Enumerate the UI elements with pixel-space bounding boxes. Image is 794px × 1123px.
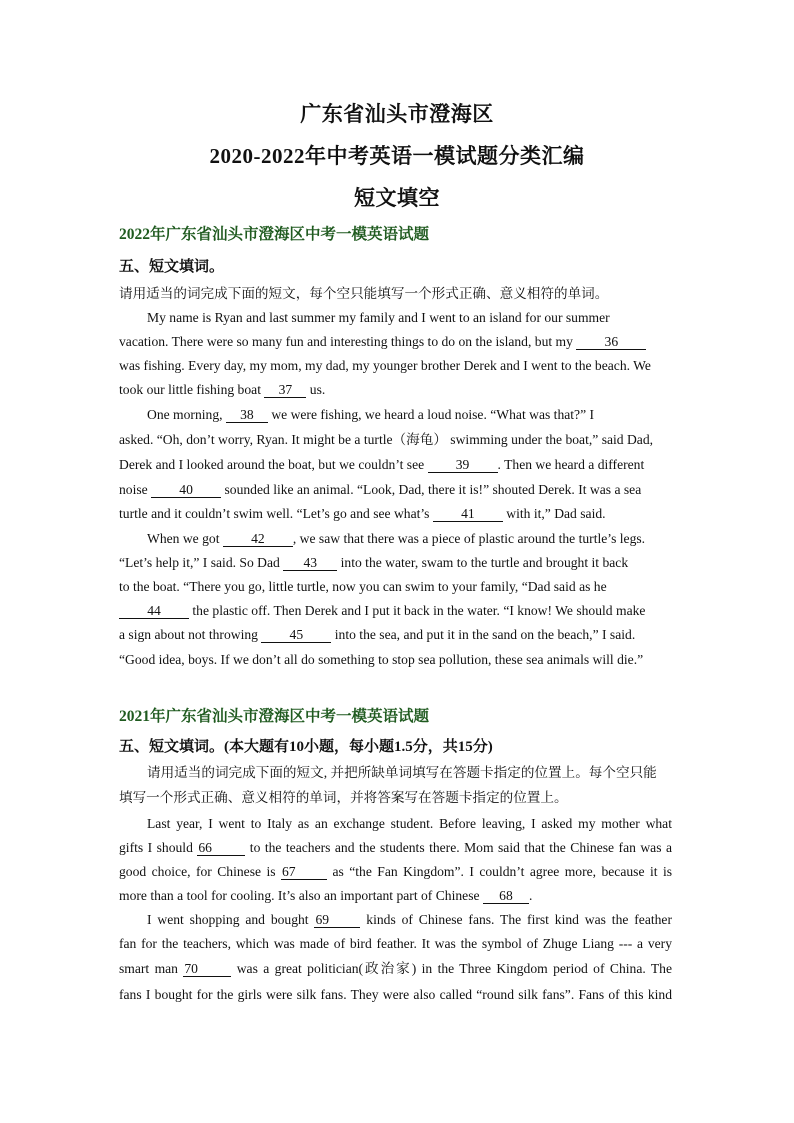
line-text: . — [528, 888, 533, 903]
passage-line — [119, 960, 672, 978]
line-text: smart man — [119, 961, 184, 976]
blank-70: 70 — [183, 962, 231, 977]
instruction-2022: 请用适当的词完成下面的短文，每个空只能填写一个形式正确、意义相符的单词。 — [119, 286, 609, 301]
passage-line — [119, 935, 672, 953]
passage-line — [147, 406, 594, 424]
line-text: asked. “Oh, don’t worry, Ryan. It might be a turtle（海龟） swimming under the boat,” said Dad, — [119, 432, 654, 447]
line-text: to the boat. “There you go, little turtle, now you can swim to your family, “Dad said as he — [119, 579, 607, 594]
line-text: took our little fishing boat — [119, 382, 265, 397]
blank-40: 40 — [151, 483, 221, 498]
passage-line — [119, 863, 672, 881]
line-text: Derek and I looked around the boat, but we couldn’t see — [119, 457, 428, 472]
line-text: with it,” Dad said. — [502, 506, 606, 521]
blank-68: 68 — [483, 889, 529, 904]
line-text: kinds of Chinese fans. The first kind was the feather — [360, 912, 672, 927]
line-text: good choice, for Chinese is — [119, 864, 281, 879]
passage-line — [119, 431, 653, 449]
blank-69: 69 — [314, 913, 360, 928]
line-text: Last year, I went to Italy as an exchange student. Before leaving, I asked my mother what — [147, 816, 672, 831]
line-text: noise — [119, 482, 152, 497]
line-text: as “the Fan Kingdom”. I couldn’t agree more, because it is — [327, 864, 673, 879]
passage-line — [119, 602, 645, 620]
passage-line — [119, 887, 532, 905]
line-text: the plastic off. Then Derek and I put it back in the water. “I know! We should make — [189, 603, 646, 618]
line-text: “Let’s help it,” I said. So Dad — [119, 555, 284, 570]
line-text: turtle and it couldn’t swim well. “Let’s go and see what’s — [119, 506, 433, 521]
passage-line — [119, 986, 672, 1004]
blank-66: 66 — [197, 841, 245, 856]
blank-36: 36 — [576, 335, 646, 350]
passage-line — [147, 309, 610, 327]
passage-line — [119, 554, 628, 572]
instruction-2021-line1: 请用适当的词完成下面的短文, 并把所缺单词填写在答题卡指定的位置上。每个空只能 — [147, 765, 657, 780]
line-text: I went shopping and bought — [147, 912, 315, 927]
line-text: to the teachers and the students there. Mom said that the Chinese fan was a — [245, 840, 672, 855]
passage-line — [119, 357, 651, 375]
instruction-2021-line2: 填写一个形式正确、意义相符的单词，并将答案写在答题卡指定的位置上。 — [119, 790, 568, 805]
blank-45: 45 — [261, 628, 331, 643]
line-text: gifts I should — [119, 840, 198, 855]
section-heading-2021: 2021年广东省汕头市澄海区中考一模英语试题 — [119, 708, 430, 725]
line-text: into the sea, and put it in the sand on the beach,” I said. — [331, 627, 636, 642]
line-text: One morning, — [147, 407, 226, 422]
passage-line — [119, 578, 607, 596]
passage-line — [147, 815, 672, 833]
passage-line — [147, 911, 672, 929]
blank-43: 43 — [283, 556, 337, 571]
blank-44: 44 — [119, 604, 189, 619]
blank-38: 38 — [226, 408, 268, 423]
doc-title-main: 2020-2022年中考英语一模试题分类汇编 — [209, 144, 585, 168]
blank-37: 37 — [264, 383, 306, 398]
passage-line — [147, 530, 645, 548]
passage-line — [119, 381, 325, 399]
passage-line — [119, 333, 646, 351]
line-text: was fishing. Every day, my mom, my dad, my younger brother Derek and I went to the beach. We — [119, 358, 651, 373]
line-text: we were fishing, we heard a loud noise. “What was that?” I — [267, 407, 595, 422]
question-heading-2021: 五、短文填词。(本大题有10小题，每小题1.5分，共15分) — [119, 739, 493, 755]
blank-67: 67 — [281, 865, 327, 880]
line-text: fans I bought for the girls were silk fans. They were also called “round silk fans”. Fans of this kind — [119, 987, 672, 1002]
line-text: fan for the teachers, which was made of bird feather. It was the symbol of Zhuge Liang --- a very — [119, 936, 672, 951]
line-text: sounded like an animal. “Look, Dad, there it is!” shouted Derek. It was a sea — [221, 482, 642, 497]
passage-line — [119, 481, 641, 499]
passage-line — [119, 505, 606, 523]
line-text: a sign about not throwing — [119, 627, 262, 642]
line-text: vacation. There were so many fun and interesting things to do on the island, but my — [119, 334, 577, 349]
section-heading-2022: 2022年广东省汕头市澄海区中考一模英语试题 — [119, 226, 430, 243]
line-text: into the water, swam to the turtle and brought it back — [337, 555, 629, 570]
blank-41: 41 — [433, 507, 503, 522]
passage-line — [119, 651, 643, 669]
blank-39: 39 — [428, 458, 498, 473]
line-text: was a great politician(政治家) in the Three Kingdom period of China. The — [231, 961, 673, 976]
passage-line — [119, 626, 635, 644]
line-text: . Then we heard a different — [497, 457, 645, 472]
line-text: , we saw that there was a piece of plastic around the turtle’s legs. — [292, 531, 646, 546]
doc-title-topic: 短文填空 — [354, 186, 440, 210]
passage-line — [119, 456, 644, 474]
line-text: My name is Ryan and last summer my family and I went to an island for our summer — [147, 310, 610, 325]
line-text: When we got — [147, 531, 223, 546]
line-text: “Good idea, boys. If we don’t all do something to stop sea pollution, these sea animals will die.” — [119, 652, 644, 667]
passage-line — [119, 839, 672, 857]
question-heading-2022: 五、短文填词。 — [119, 259, 225, 275]
doc-title-region: 广东省汕头市澄海区 — [300, 102, 494, 126]
line-text: more than a tool for cooling. It’s also an important part of Chinese — [119, 888, 483, 903]
line-text: us. — [306, 382, 326, 397]
blank-42: 42 — [223, 532, 293, 547]
